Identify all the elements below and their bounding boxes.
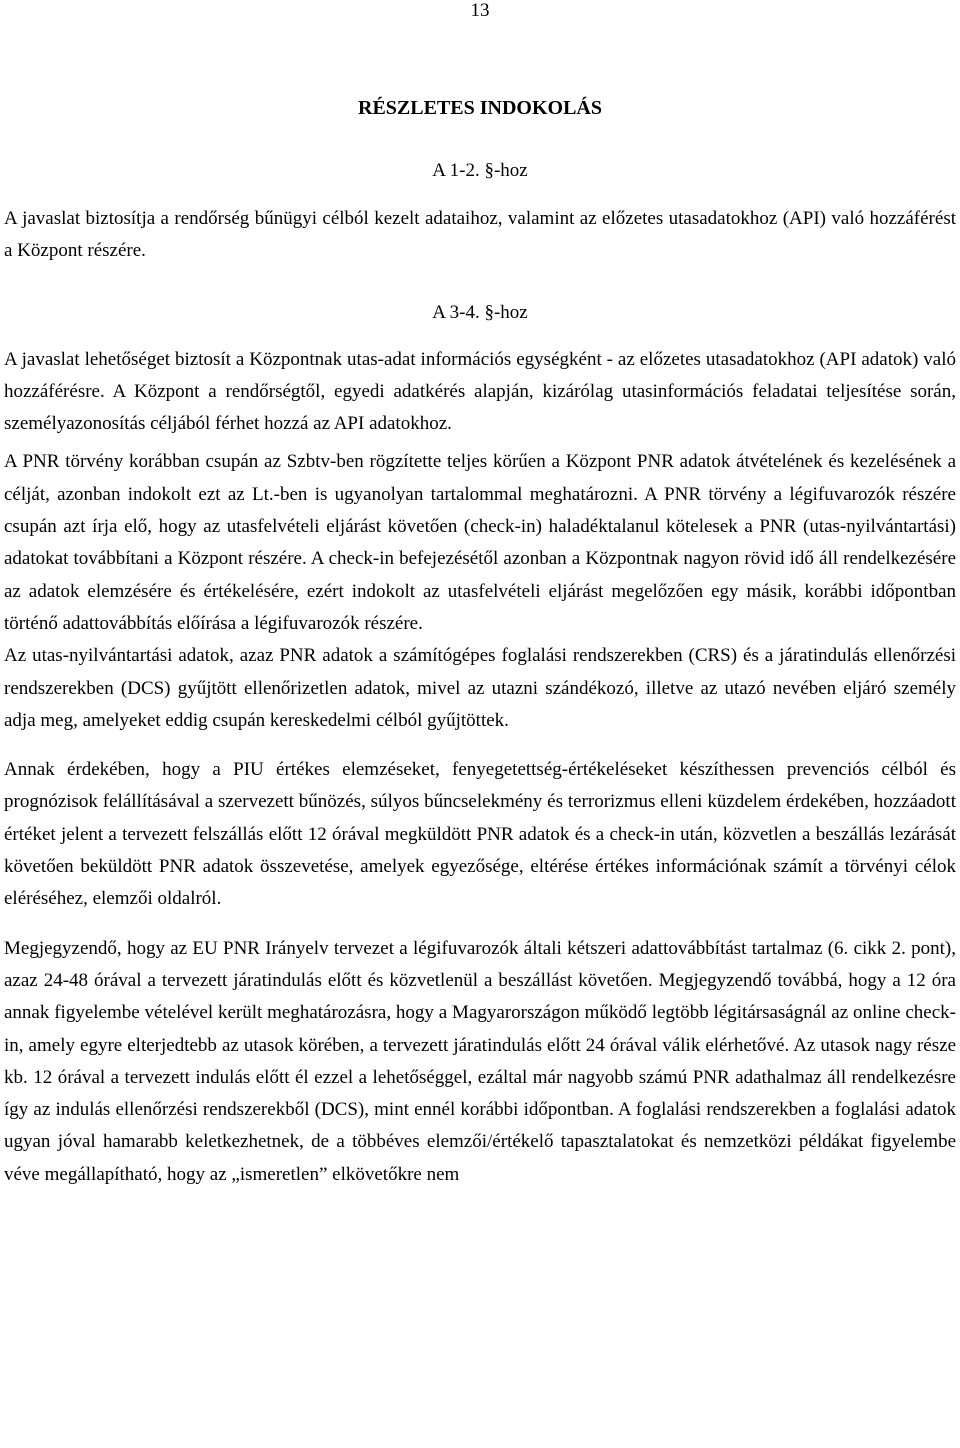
- paragraph: A PNR törvény korábban csupán az Szbtv-ben rögzítette teljes körűen a Központ PNR adatok átvételének és kezelésének a célját, azonban indokolt ezt az Lt.-ben is ugyanolyan tartalommal meghatározni. A PNR törvény a légifuvarozók részére csupán azt írja elő, hogy az utasfelvételi eljárást követően (check-in) haladéktalanul kötelesek a PNR (utas-nyilvántartási) adatokat továbbítani a Központ részére. A check-in befejezésétől azonban a Központnak nagyon rövid idő áll rendelkezésére az adatok elemzésére és értékelésére, ezért indokolt az utasfelvételi eljárást megelőzően egy másik, korábbi időpontban történő adattovábbítás előírása a légifuvarozók részére.: [4, 451, 956, 634]
- paragraph: A javaslat lehetőséget biztosít a Központnak utas-adat információs egységként - az előzetes utasadatokhoz (API adatok) való hozzáférésre. A Központ a rendőrségtől, egyedi adatkérés alapján, kizárólag utasinformációs feladatai teljesítése során, személyazonosítás céljából férhet hozzá az API adatokhoz.: [4, 348, 956, 435]
- section-heading-3-4: A 3-4. §-hoz: [432, 301, 528, 323]
- document-page: [4, 0, 956, 1191]
- section-heading-1-2: A 1-2. §-hoz: [432, 160, 528, 181]
- paragraph: Annak érdekében, hogy a PIU értékes elemzéseket, fenyegetettség-értékeléseket készíthessen prevenciós célból és prognózisok felállításával a szervezett bűnözés, súlyos bűncselekmény és terrorizmus elleni küzdelem érdekében, hozzáadott értéket jelent a tervezett felszállás előtt 12 órával megküldött PNR adatok és a check-in után, közvetlen a beszállás lezárását követően beküldött PNR adatok összevetése, amelyek egyezősége, eltérése értékes információnak számít a törvényi célok eléréséhez, elemzői oldalról.: [4, 759, 956, 910]
- page-number: 13: [470, 0, 490, 21]
- document-title: RÉSZLETES INDOKOLÁS: [358, 97, 602, 119]
- paragraph: Az utas-nyilvántartási adatok, azaz PNR adatok a számítógépes foglalási rendszerekben (CRS) és a járatindulás ellenőrzési rendszerekben (DCS) gyűjtött ellenőrizetlen adatok, mivel az utazni szándékozó, illetve az utazó nevében eljáró személy adja meg, amelyeket eddig csupán kereskedelmi célból gyűjtöttek.: [4, 645, 956, 731]
- paragraph: A javaslat biztosítja a rendőrség bűnügyi célból kezelt adataihoz, valamint az előzetes utasadatokhoz (API) való hozzáférést a Központ részére.: [4, 208, 956, 262]
- paragraph: Megjegyzendő, hogy az EU PNR Irányelv tervezet a légifuvarozók általi kétszeri adattovábbítást tartalmaz (6. cikk 2. pont), azaz 24-48 órával a tervezett járatindulás előtt és közvetlenül a beszállást követően. Megjegyzendő továbbá, hogy a 12 óra annak figyelembe vételével került meghatározásra, hogy a Magyarországon működő legtöbb légitársaságnál az online check-in, amely egyre elterjedtebb az utasok körében, a tervezett járatindulás előtt 24 órával válik elérhetővé. Az utasok nagy része kb. 12 órával a tervezett indulás előtt él ezzel a lehetőséggel, ezáltal már nagyobb számú PNR adathalmaz áll rendelkezésre így az indulás ellenőrzési rendszerekből (DCS), mint ennél korábbi időpontban. A foglalási rendszerekben a foglalási adatok ugyan jóval hamarabb keletkezhetnek, de a többéves elemzői/értékelő tapasztalatokat és nemzetközi példákat figyelembe véve megállapítható, hogy az „ismeretlen” elkövetőkre nem: [4, 937, 956, 1185]
